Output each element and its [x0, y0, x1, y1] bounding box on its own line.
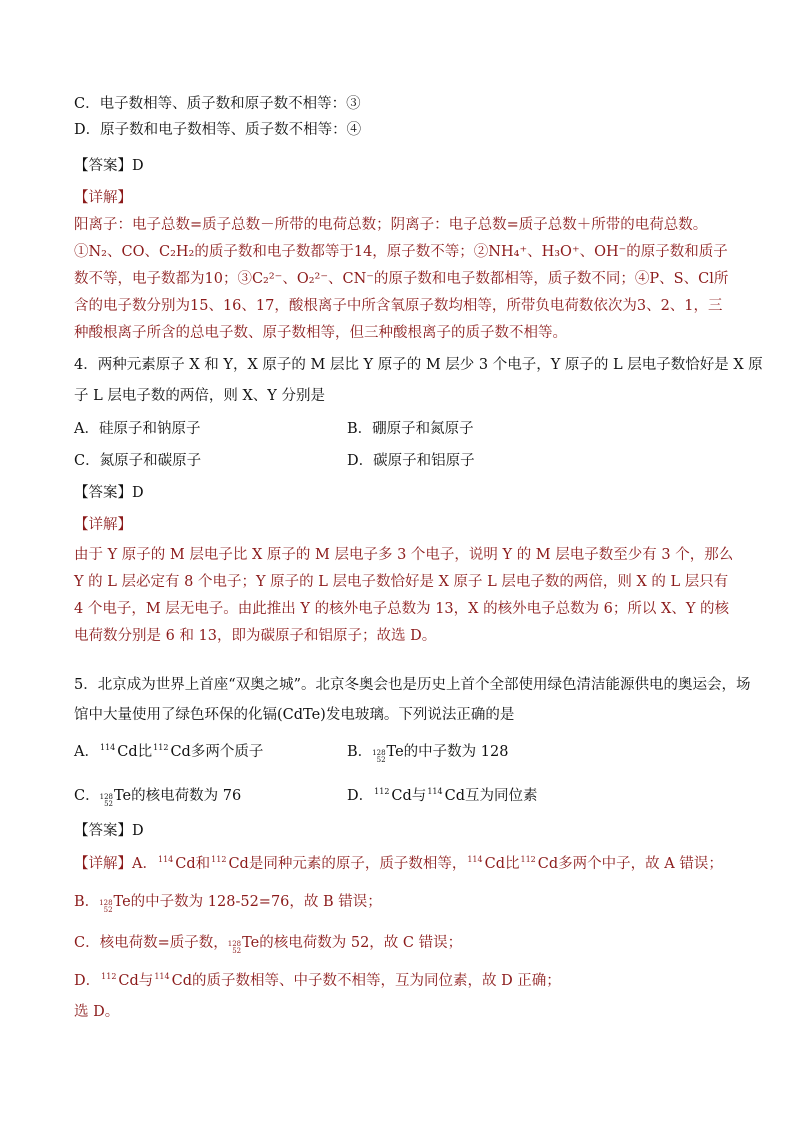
detail-text: D． [74, 973, 101, 989]
mass-number: 112 [520, 855, 536, 864]
q5-option-b [347, 742, 508, 764]
q4-answer: 【答案】D [74, 485, 144, 501]
detail-text: Cd和 [175, 856, 211, 872]
q5-stem-line2: 馆中大量使用了绿色环保的化镉(CdTe)发电玻璃。下列说法正确的是 [74, 707, 515, 723]
q5-detail-line4 [74, 971, 561, 993]
detail-label: 【详解】 [74, 856, 132, 872]
option-text: Te的核电荷数为 76 [113, 788, 242, 804]
mass-number: 114 [99, 743, 116, 752]
q4-option-d: D．碳原子和铝原子 [347, 453, 475, 469]
detail-text: C．核电荷数=质子数， [74, 935, 228, 951]
q4-detail-label: 【详解】 [74, 517, 132, 533]
q4-option-a: A．硅原子和钠原子 [74, 421, 201, 437]
q3-detail-label: 【详解】 [74, 190, 132, 206]
detail-text: Cd多两个中子，故 A 错误； [537, 856, 723, 872]
mass-number: 114 [467, 855, 483, 864]
q4-stem-line1: 4．两种元素原子 X 和 Y，X 原子的 M 层比 Y 原子的 M 层少 3 个电子，Y 原子的 L 层电子数恰好是 X 原 [74, 357, 763, 373]
q5-detail-line2 [74, 892, 382, 914]
atomic-number: 52 [103, 906, 113, 914]
detail-text: Cd比 [484, 856, 520, 872]
atomic-number: 52 [232, 947, 242, 955]
q3-answer: 【答案】D [74, 158, 144, 174]
q5-stem-line1: 5．北京成为世界上首座“双奥之城”。北京冬奥会也是历史上首个全部使用绿色清洁能源供电的奥运会，场 [74, 677, 751, 693]
mass-number: 128 [99, 899, 113, 907]
mass-number: 112 [374, 787, 390, 796]
q4-option-c: C．氮原子和碳原子 [74, 453, 202, 469]
q5-option-a [74, 742, 263, 764]
mass-number: 128 [99, 793, 113, 801]
q3-option-d: D．原子数和电子数相等、质子数不相等：④ [74, 122, 362, 138]
detail-text: Cd与 [118, 973, 154, 989]
mass-number: 114 [427, 787, 443, 796]
detail-text: Cd的质子数相等、中子数不相等，互为同位素，故 D 正确； [171, 973, 561, 989]
mass-number: 114 [157, 855, 174, 864]
detail-text: A． [132, 856, 157, 872]
option-text: Cd互为同位素 [444, 788, 538, 804]
q4-stem-line2: 子 L 层电子数的两倍，则 X、Y 分别是 [74, 388, 325, 404]
option-letter: B． [347, 744, 373, 760]
mass-number: 114 [154, 972, 170, 981]
q3-option-c: C．电子数相等、质子数和原子数不相等：③ [74, 96, 361, 112]
q5-option-d [347, 786, 537, 808]
mass-number: 112 [153, 743, 169, 752]
option-text: Cd与 [391, 788, 427, 804]
mass-number: 128 [372, 749, 386, 757]
atomic-number: 52 [376, 756, 386, 764]
detail-text: Te的核电荷数为 52，故 C 错误； [242, 935, 463, 951]
option-text: Cd多两个质子 [170, 744, 264, 760]
detail-text: Te的中子数为 128-52=76，故 B 错误； [113, 894, 382, 910]
q5-option-c [74, 786, 241, 808]
option-letter: D． [347, 788, 374, 804]
q5-answer: 【答案】D [74, 823, 144, 839]
option-letter: C． [74, 788, 100, 804]
q5-detail-line1 [74, 854, 723, 876]
detail-text: B． [74, 894, 100, 910]
option-letter: A． [74, 744, 99, 760]
q5-detail-line5: 选 D。 [74, 1004, 120, 1020]
mass-number: 112 [211, 855, 227, 864]
q4-option-b: B．硼原子和氮原子 [347, 421, 474, 437]
atomic-number: 52 [104, 800, 113, 808]
q4-detail-text: 由于 Y 原子的 M 层电子比 X 原子的 M 层电子多 3 个电子，说明 Y 的 M 层电子数至少有 3 个，那么 Y 的 L 层必定有 8 个电子；Y 原子的 L 层电子数恰好是 X 原子 L 层电子数的两倍，则 X 的 L 层只有 4 个电子，M 层无电子。由此推出 Y 的核外电子总数为 13，X 的核外电子总数为 6；所以 X、Y 的核电荷数分别是 6 和 13，即为碳原子和铝原子；故选 D。 [74, 547, 734, 644]
mass-number: 112 [101, 972, 117, 981]
q5-detail-line3 [74, 933, 462, 955]
option-text: Cd比 [117, 744, 153, 760]
mass-number: 128 [227, 940, 242, 948]
option-text: Te的中子数为 128 [386, 744, 509, 760]
detail-text: Cd是同种元素的原子，质子数相等， [228, 856, 467, 872]
q3-detail-text: 阳离子：电子总数=质子总数－所带的电荷总数；阴离子：电子总数=质子总数＋所带的电荷总数。①N₂、CO、C₂H₂的质子数和电子数都等于14，原子数不等；②NH₄⁺、H₃O⁺、OH⁻的原子数和质子数不等，电子数都为10；③C₂²⁻、O₂²⁻、CN⁻的原子数和电子数都相等，质子数不同；④P、S、Cl所含的电子数分别为15、16、17，酸根离子中所含氧原子数均相等，所带负电荷数依次为3、2、1，三种酸根离子所含的总电子数、原子数相等，但三种酸根离子的质子数不相等。 [74, 217, 729, 341]
